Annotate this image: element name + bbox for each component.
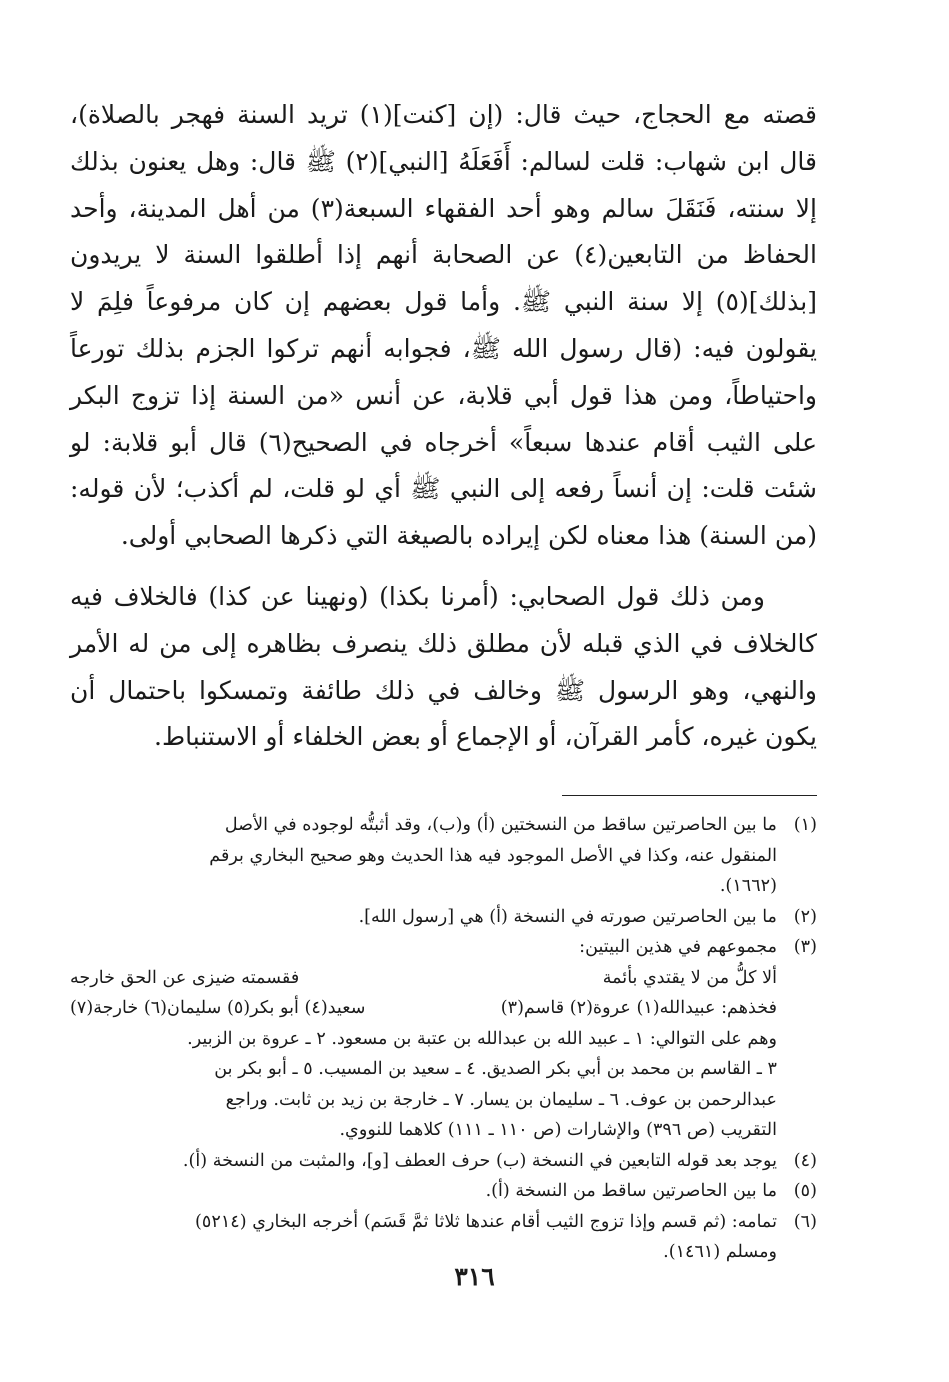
footnote-4 bbox=[70, 1146, 817, 1177]
paragraph-2: ومن ذلك قول الصحابي: (أمرنا بكذا) (ونهينا عن كذا) فالخلاف فيه كالخلاف في الذي قبله لأن مطلق ذلك ينصرف بظاهره إلى من له الأمر والنهي، وهو الرسول ﷺ وخالف في ذلك طائفة وتمسكوا باحتمال أن يكون غيره، كأمر القرآن، أو الإجماع أو بعض الخلفاء أو الاستنباط. bbox=[70, 581, 817, 752]
footnote-line: المنقول عنه، وكذا في الأصل الموجود فيه هذا الحديث وهو صحيح البخاري برقم bbox=[209, 845, 777, 866]
footnote-line: يوجد بعد قوله التابعين في النسخة (ب) حرف العطف [و]، والمثبت من النسخة (أ). bbox=[182, 1150, 777, 1171]
verse-second-hemistich: فقسمته ضيزى عن الحق خارجه bbox=[70, 967, 300, 988]
footnote-5 bbox=[70, 1176, 817, 1207]
footnote-line: التقريب (ص ٣٩٦) والإشارات (ص ١١٠ ـ ١١١) كلاهما للنووي. bbox=[339, 1120, 777, 1141]
paragraph-1: قصته مع الحجاج، حيث قال: (إن [كنت](١) تريد السنة فهجر بالصلاة)، قال ابن شهاب: قلت لسالم: أَفَعَلَهُ [النبي](٢) ﷺ قال: وهل يعنون بذلك إلا سنته، فَنَقَلَ سالم وهو أحد الفقهاء السبعة(٣) من أهل المدينة، وأحد الحفاظ من التابعين(٤) عن الصحابة أنهم إذا أطلقوا السنة لا يريدون [بذلك](٥) إلا سنة النبي ﷺ. وأما قول بعضهم إن كان مرفوعاً فلِمَ لا يقولون فيه: (قال رسول الله ﷺ، فجوابه أنهم تركوا الجزم بذلك تورعاً واحتياطاً، ومن هذا قول أبي قلابة، عن أنس «من السنة إذا تزوج البكر على الثيب أقام عندها سبعاً» أخرجاه في الصحيح(٦) قال أبو قلابة: لو شئت قلت: إن أنساً رفعه إلى النبي ﷺ أي لو قلت، لم أكذب؛ لأن قوله: (من السنة) هذا معناه لكن إيراده بالصيغة التي ذكرها الصحابي أولى. bbox=[70, 100, 817, 551]
footnote-number: (١) bbox=[793, 815, 817, 836]
footnote-line: مجموعهم في هذين البيتين: bbox=[579, 937, 777, 958]
footnote-line: وهم على التوالي: ١ ـ عبيد الله بن عبدالله بن عتبة بن مسعود. ٢ ـ عروة بن الزبير. bbox=[187, 1028, 777, 1049]
footnote-line: ومسلم (١٤٦١). bbox=[663, 1242, 777, 1263]
footnote-number: (٣) bbox=[793, 937, 817, 958]
footnote-line: (١٦٦٢). bbox=[719, 876, 777, 897]
page-number: ٣١٦ bbox=[454, 1262, 495, 1291]
footnote-number: (٢) bbox=[793, 906, 817, 927]
footnote-line: ما بين الحاصرتين ساقط من النسختين (أ) و(ب)، وقد أثبتُّه لوجوده في الأصل bbox=[224, 815, 777, 836]
footnote-line: تمامه: (ثم قسم وإذا تزوج الثيب أقام عندها ثلاثا ثمَّ قَسَم) أخرجه البخاري (٥٢١٤) bbox=[195, 1211, 777, 1232]
footnotes bbox=[70, 810, 817, 1268]
main-text bbox=[70, 92, 817, 761]
footnote-2 bbox=[70, 902, 817, 933]
footnote-number: (٤) bbox=[793, 1150, 817, 1171]
footnote-number: (٥) bbox=[793, 1181, 817, 1202]
footnote-6 bbox=[70, 1207, 817, 1268]
footnote-number: (٦) bbox=[793, 1211, 817, 1232]
footnote-line: ما بين الحاصرتين صورته في النسخة (أ) هي [رسول الله]. bbox=[358, 906, 777, 927]
verse-first-hemistich: فخذهم: عبيدالله(١) عروة(٢) قاسم(٣) bbox=[500, 998, 777, 1019]
footnote-separator bbox=[562, 795, 817, 796]
verse-first-hemistich: ألا كلُّ من لا يقتدي بأئمة bbox=[602, 967, 777, 988]
poem-verse bbox=[70, 993, 777, 1024]
poem-verse bbox=[70, 963, 777, 994]
footnote-1 bbox=[70, 810, 817, 902]
footnote-3 bbox=[70, 932, 817, 1146]
footnote-line: ما بين الحاصرتين ساقط من النسخة (أ). bbox=[485, 1181, 777, 1202]
footnote-line: ٣ ـ القاسم بن محمد بن أبي بكر الصديق. ٤ ـ سعيد بن المسيب. ٥ ـ أبو بكر بن bbox=[214, 1059, 777, 1080]
verse-second-hemistich: سعيد(٤) أبو بكر(٥) سليمان(٦) خارجة(٧) bbox=[70, 998, 366, 1019]
footnote-line: عبدالرحمن بن عوف. ٦ ـ سليمان بن يسار. ٧ ـ خارجة بن زيد بن ثابت. وراجع bbox=[225, 1089, 777, 1110]
